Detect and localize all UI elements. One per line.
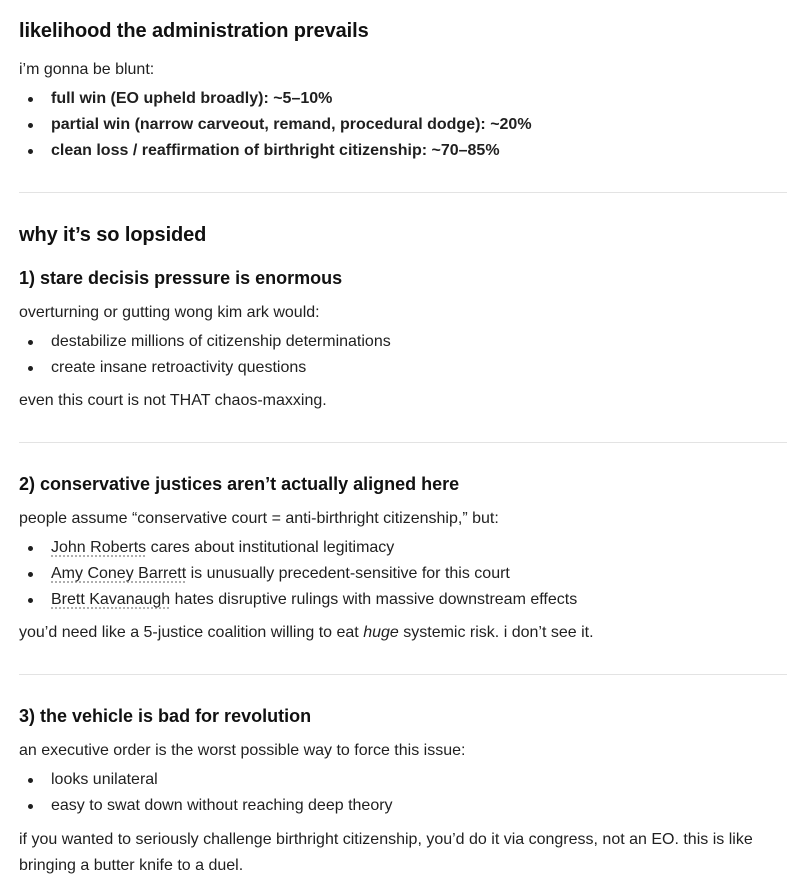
list-item: Amy Coney Barrett is unusually precedent-sensitive for this court [19, 561, 787, 587]
point-1-heading: 1) stare decisis pressure is enormous [19, 268, 343, 288]
list-item: looks unilateral [19, 767, 787, 793]
list-item: partial win (narrow carveout, remand, procedural dodge): ~20% [19, 112, 787, 138]
list-item: full win (EO upheld broadly): ~5–10% [19, 86, 787, 112]
list-item: clean loss / reaffirmation of birthright citizenship: ~70–85% [19, 138, 787, 164]
list-item: John Roberts cares about institutional legitimacy [19, 535, 787, 561]
section-heading-why: why it’s so lopsided [19, 224, 207, 246]
point-1-intro: overturning or gutting wong kim ark would: [19, 304, 320, 321]
list-item: Brett Kavanaugh hates disruptive rulings with massive downstream effects [19, 587, 787, 613]
likelihood-list [19, 86, 787, 164]
point-3-heading: 3) the vehicle is bad for revolution [19, 706, 312, 726]
list-item: destabilize millions of citizenship determinations [19, 329, 787, 355]
likelihood-intro: i’m gonna be blunt: [19, 61, 155, 78]
point-3-intro: an executive order is the worst possible way to force this issue: [19, 742, 466, 759]
point-2-list [19, 535, 787, 613]
point-3-list [19, 767, 787, 819]
point-1-list [19, 329, 787, 381]
point-1-outro: even this court is not THAT chaos-maxxing. [19, 392, 327, 409]
list-item: create insane retroactivity questions [19, 355, 787, 381]
justice-link-kavanaugh[interactable]: Brett Kavanaugh [51, 591, 171, 608]
justice-link-roberts[interactable]: John Roberts [51, 539, 147, 556]
point-2-outro: you’d need like a 5-justice coalition willing to eat huge systemic risk. i don’t see it. [19, 624, 594, 641]
point-3-outro: if you wanted to seriously challenge birthright citizenship, you’d do it via congress, not an EO. this is like bringing a butter knife to a duel. [19, 831, 753, 874]
point-2-heading: 2) conservative justices aren’t actually aligned here [19, 474, 460, 494]
section-heading-likelihood: likelihood the administration prevails [19, 20, 369, 42]
point-2-intro: people assume “conservative court = anti-birthright citizenship,” but: [19, 510, 499, 527]
list-item: easy to swat down without reaching deep theory [19, 793, 787, 819]
justice-link-barrett[interactable]: Amy Coney Barrett [51, 565, 187, 582]
